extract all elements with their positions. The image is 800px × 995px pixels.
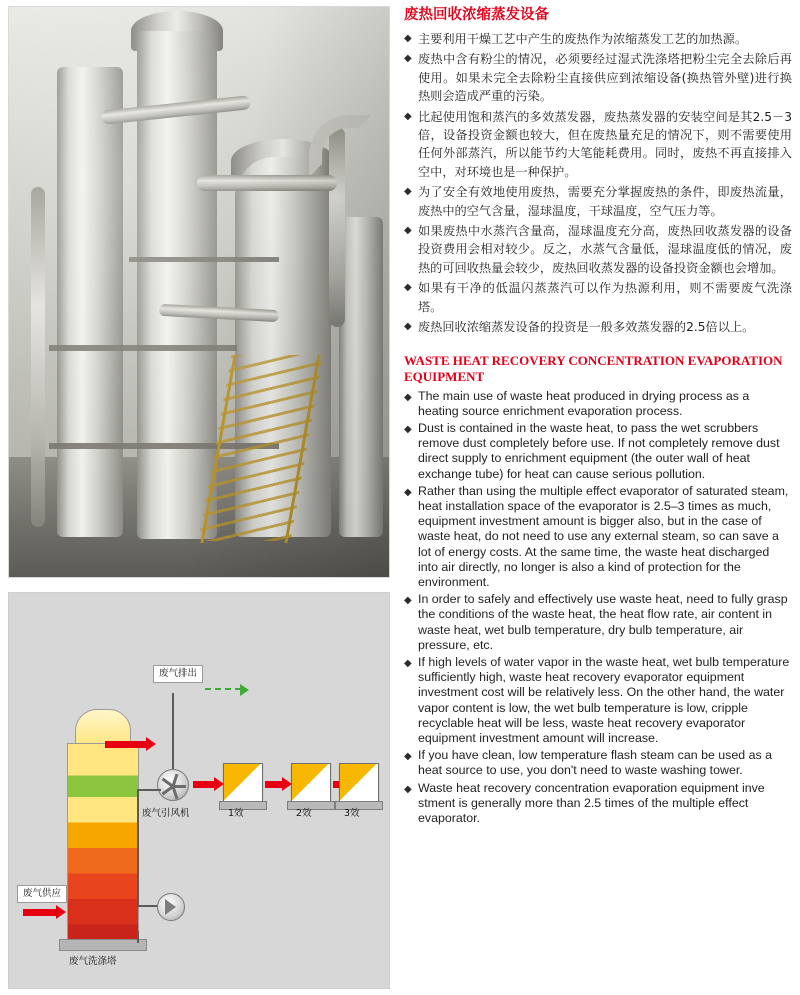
english-title: WASTE HEAT RECOVERY CONCENTRATION EVAPORATION EQUIPMENT (404, 352, 783, 384)
diagram-label-effect-3: 3效 (344, 808, 360, 819)
diagram-effect-2 (291, 763, 331, 803)
list-item (404, 655, 792, 746)
list-item-text: 废热回收浓缩蒸发设备的投资是一般多效蒸发器的2.5倍以上。 (418, 320, 755, 335)
bullet-diamond-icon: ◆ (404, 783, 412, 795)
list-item-text: If you have clean, low temperature flash steam can be used as a heat source to use, you don't need to waste washing tower. (418, 748, 773, 778)
list-item (404, 421, 792, 482)
list-item (404, 389, 792, 419)
english-bullet-list (404, 389, 792, 827)
diagram-label-gas-supply: 废气供应 (17, 885, 67, 903)
list-item-text: 如果有干净的低温闪蒸蒸汽可以作为热源利用，则不需要废气洗涤塔。 (418, 281, 792, 314)
bullet-diamond-icon: ◆ (404, 751, 412, 763)
list-item (404, 484, 792, 590)
list-item (404, 50, 792, 105)
diagram-scrubber-base (59, 939, 147, 951)
diagram-scrubber-tower (67, 743, 139, 941)
list-item (404, 781, 792, 827)
list-item-text: The main use of waste heat produced in drying process as a heating source enrichment evaporation process. (418, 388, 750, 418)
list-item-text: 如果废热中水蒸汽含量高，湿球温度充分高，废热回收蒸发器的设备投资费用会相对较少。反之，水蒸气含量低，湿球温度低的情况，废热的可回收热量会较少，废热回收蒸发器的设备投资金额也会增加。 (418, 224, 792, 275)
bullet-diamond-icon: ◆ (404, 595, 412, 607)
bullet-diamond-icon: ◆ (404, 110, 412, 122)
list-item-text: Dust is contained in the waste heat, to pass the wet scrubbers remove dust completely before use. If not completely remove dust direct supply to enrichment equipment (the outer wall of heat exchange tube) for heat can cause serious pollution. (418, 420, 780, 481)
bullet-diamond-icon: ◆ (404, 186, 412, 198)
bullet-diamond-icon: ◆ (404, 657, 412, 669)
diagram-arrow-fan-to-effect1 (193, 781, 215, 788)
diagram-arrow-exhaust-out (205, 688, 241, 690)
diagram-label-effect-1: 1效 (228, 808, 244, 819)
diagram-line-fan-to-exhaust (172, 693, 174, 769)
diagram-label-scrubber: 废气洗涤塔 (69, 956, 117, 967)
list-item-text: 主要利用干燥工艺中产生的废热作为浓缩蒸发工艺的加热源。 (418, 32, 748, 46)
diagram-label-fan: 废气引风机 (142, 808, 190, 819)
bullet-diamond-icon: ◆ (404, 486, 412, 498)
list-item (404, 748, 792, 778)
list-item (404, 183, 792, 220)
list-item-text: 废热中含有粉尘的情况，必须要经过湿式洗涤塔把粉尘完全去除后再使用。如果未完全去除粉尘直接供应到浓缩设备(换热管外壁)进行换热则会造成严重的污染。 (418, 52, 792, 104)
diagram-effect-1 (223, 763, 263, 803)
left-column (8, 6, 390, 989)
list-item-text: If high levels of water vapor in the waste heat, wet bulb temperature sufficiently high, waste heat recovery evaporator equipment investment cost will be relatively less. On the other hand, the water vapor content is low, the wet bulb temperature is low, cripple recyclable heat will be less, waste heat recovery evaporator equipment investment amount will increase. (418, 654, 790, 745)
list-item (404, 279, 792, 316)
bullet-diamond-icon: ◆ (404, 282, 412, 294)
bullet-diamond-icon: ◆ (404, 423, 412, 435)
diagram-line-recirc-bottom (137, 905, 159, 907)
bullet-diamond-icon: ◆ (404, 225, 412, 237)
diagram-induced-draft-fan (157, 769, 189, 801)
list-item (404, 222, 792, 277)
list-item-text: In order to safely and effectively use waste heat, need to fully grasp the conditions of the waste heat, the heat flow rate, air content in waste heat, wet bulb temperature, dry bulb temperature, air pressure, etc. (418, 592, 788, 652)
diagram-label-exhaust-out: 废气排出 (153, 665, 203, 683)
diagram-arrow-effect1-to-effect2 (265, 781, 283, 788)
diagram-arrow-tower-to-fan (105, 741, 147, 748)
list-item-text: 比起使用饱和蒸汽的多效蒸发器，废热蒸发器的安装空间是其2.5－3倍，设备投资金额也较大，但在废热量充足的情况下，则不需要使用任何外部蒸汽，所以能节约大笔能耗费用。同时，废热不再直接排入空中，对环境也是一种保护。 (418, 109, 792, 179)
diagram-line-pump-return (137, 931, 139, 943)
list-item (404, 108, 792, 182)
list-item (404, 318, 792, 336)
bullet-diamond-icon: ◆ (404, 53, 412, 65)
photo-light-overlay (9, 7, 389, 577)
bullet-diamond-icon: ◆ (404, 33, 412, 44)
process-flow-diagram (8, 592, 390, 989)
list-item-text: 为了安全有效地使用废热，需要充分掌握废热的条件，即废热流量，废热中的空气含量，湿球温度，干球温度，空气压力等。 (418, 185, 792, 218)
diagram-arrow-gas-supply (23, 909, 57, 916)
plant-photo (8, 6, 390, 578)
chinese-title: 废热回收浓缩蒸发设备 (404, 7, 549, 23)
list-item-text: Waste heat recovery concentration evaporation equipment inve stment is generally more than 2.5 times of the multiple effect evaporator. (418, 780, 765, 825)
diagram-line-recirc-vertical (137, 789, 139, 905)
bullet-diamond-icon: ◆ (404, 391, 412, 403)
chinese-bullet-list (404, 30, 792, 337)
right-column (404, 6, 792, 828)
diagram-effect-3 (339, 763, 379, 803)
list-item-text: Rather than using the multiple effect evaporator of saturated steam, heat installation space of the evaporator is 2.5–3 times as much, equipment investment amount is bigger also, but in the case of waste heat, do not need to use any external steam, so can save a lot of energy costs. At the same time, the waste heat discharged into air directly, no longer is also a kind of protection for the environment. (418, 483, 789, 589)
diagram-line-recirc-top (137, 789, 161, 791)
list-item (404, 30, 792, 48)
diagram-circulation-pump (157, 893, 185, 921)
diagram-label-effect-2: 2效 (296, 808, 312, 819)
list-item (404, 592, 792, 653)
bullet-diamond-icon: ◆ (404, 321, 412, 333)
